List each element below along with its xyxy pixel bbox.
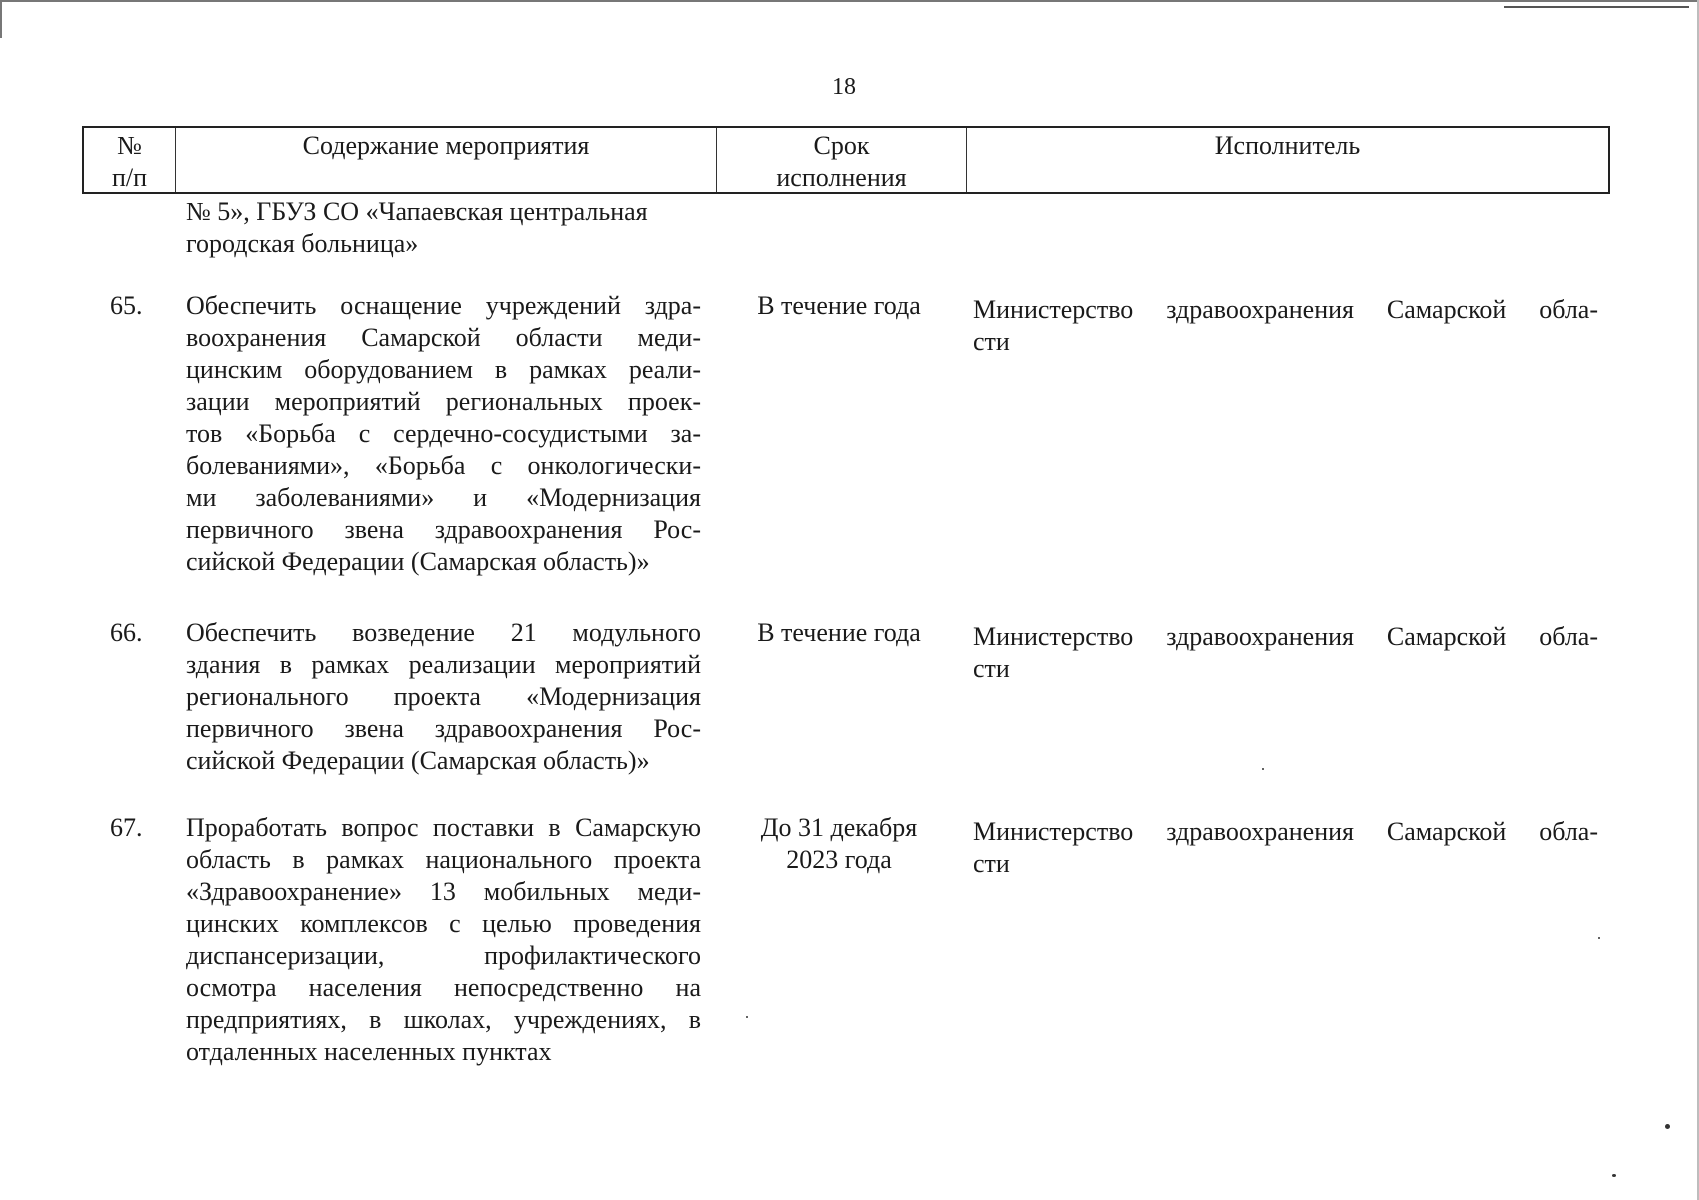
- header-term-line2: исполнения: [776, 163, 907, 192]
- row-executor: [973, 816, 1598, 880]
- header-number-line2: п/п: [111, 163, 148, 192]
- continuation-text: [186, 196, 701, 260]
- executor-line: Министерство здравоохранения Самарской обла-: [973, 817, 1598, 846]
- term-line: До 31 декабря: [760, 813, 918, 842]
- content-line: первичного звена здравоохранения Рос-: [186, 515, 701, 544]
- executor-line: Министерство здравоохранения Самарской обла-: [973, 622, 1598, 651]
- header-number-line1: №: [117, 131, 142, 160]
- scan-speck: [1262, 768, 1264, 770]
- row-term: В течение года: [757, 291, 921, 320]
- content-line: болеваниями», «Борьба с онкологически-: [186, 451, 701, 480]
- row-content: [186, 290, 701, 578]
- content-line: здания в рамках реализации мероприятий: [186, 650, 701, 679]
- executor-line: Министерство здравоохранения Самарской обла-: [973, 295, 1598, 324]
- table-header: [82, 126, 1610, 194]
- content-line: регионального проекта «Модернизация: [186, 682, 701, 711]
- content-line: диспансеризации, профилактического: [186, 941, 701, 970]
- row-content: [186, 812, 701, 1068]
- row-content: [186, 617, 701, 777]
- scan-speck: [1612, 1174, 1616, 1177]
- continuation-line: городская больница»: [186, 229, 419, 258]
- content-line: отдаленных населенных пунктах: [186, 1037, 552, 1066]
- content-line: первичного звена здравоохранения Рос-: [186, 714, 701, 743]
- row-number: 67.: [110, 813, 143, 842]
- row-number: 65.: [110, 291, 143, 320]
- content-line: сийской Федерации (Самарская область)»: [186, 547, 650, 576]
- executor-line: сти: [973, 327, 1010, 356]
- content-line: Обеспечить оснащение учреждений здра-: [186, 291, 701, 320]
- content-line: осмотра населения непосредственно на: [186, 973, 701, 1002]
- content-line: предприятиях, в школах, учреждениях, в: [186, 1005, 701, 1034]
- continuation-line: № 5», ГБУЗ СО «Чапаевская центральная: [186, 197, 648, 226]
- row-term: [730, 812, 948, 876]
- header-content: Содержание мероприятия: [176, 128, 717, 192]
- content-line: Проработать вопрос поставки в Самарскую: [186, 813, 701, 842]
- header-executor: Исполнитель: [1214, 131, 1361, 160]
- content-line: цинских комплексов с целью проведения: [186, 909, 701, 938]
- row-number: 66.: [110, 618, 143, 647]
- scan-top-right-mark: [1504, 6, 1689, 8]
- scan-top-border: [0, 0, 1699, 2]
- content-line: ми заболеваниями» и «Модернизация: [186, 483, 701, 512]
- term-line: 2023 года: [786, 845, 892, 874]
- scan-speck: [1598, 937, 1600, 939]
- content-line: воохранения Самарской области меди-: [186, 323, 701, 352]
- scan-speck: [1665, 1124, 1670, 1129]
- row-term: В течение года: [757, 618, 921, 647]
- scan-speck: [746, 1016, 748, 1018]
- page-number: 18: [832, 74, 856, 100]
- executor-line: сти: [973, 849, 1010, 878]
- content-line: сийской Федерации (Самарская область)»: [186, 746, 650, 775]
- content-line: область в рамках национального проекта: [186, 845, 701, 874]
- row-executor: [973, 294, 1598, 358]
- row-executor: [973, 621, 1598, 685]
- content-line: цинским оборудованием в рамках реали-: [186, 355, 701, 384]
- scan-left-mark: [0, 0, 2, 38]
- executor-line: сти: [973, 654, 1010, 683]
- content-line: зации мероприятий региональных проек-: [186, 387, 701, 416]
- header-number: [84, 128, 176, 192]
- content-line: тов «Борьба с сердечно-сосудистыми за-: [186, 419, 701, 448]
- content-line: «Здравоохранение» 13 мобильных меди-: [186, 877, 701, 906]
- header-term-line1: Срок: [813, 131, 870, 160]
- header-term: [717, 128, 967, 192]
- content-line: Обеспечить возведение 21 модульного: [186, 618, 701, 647]
